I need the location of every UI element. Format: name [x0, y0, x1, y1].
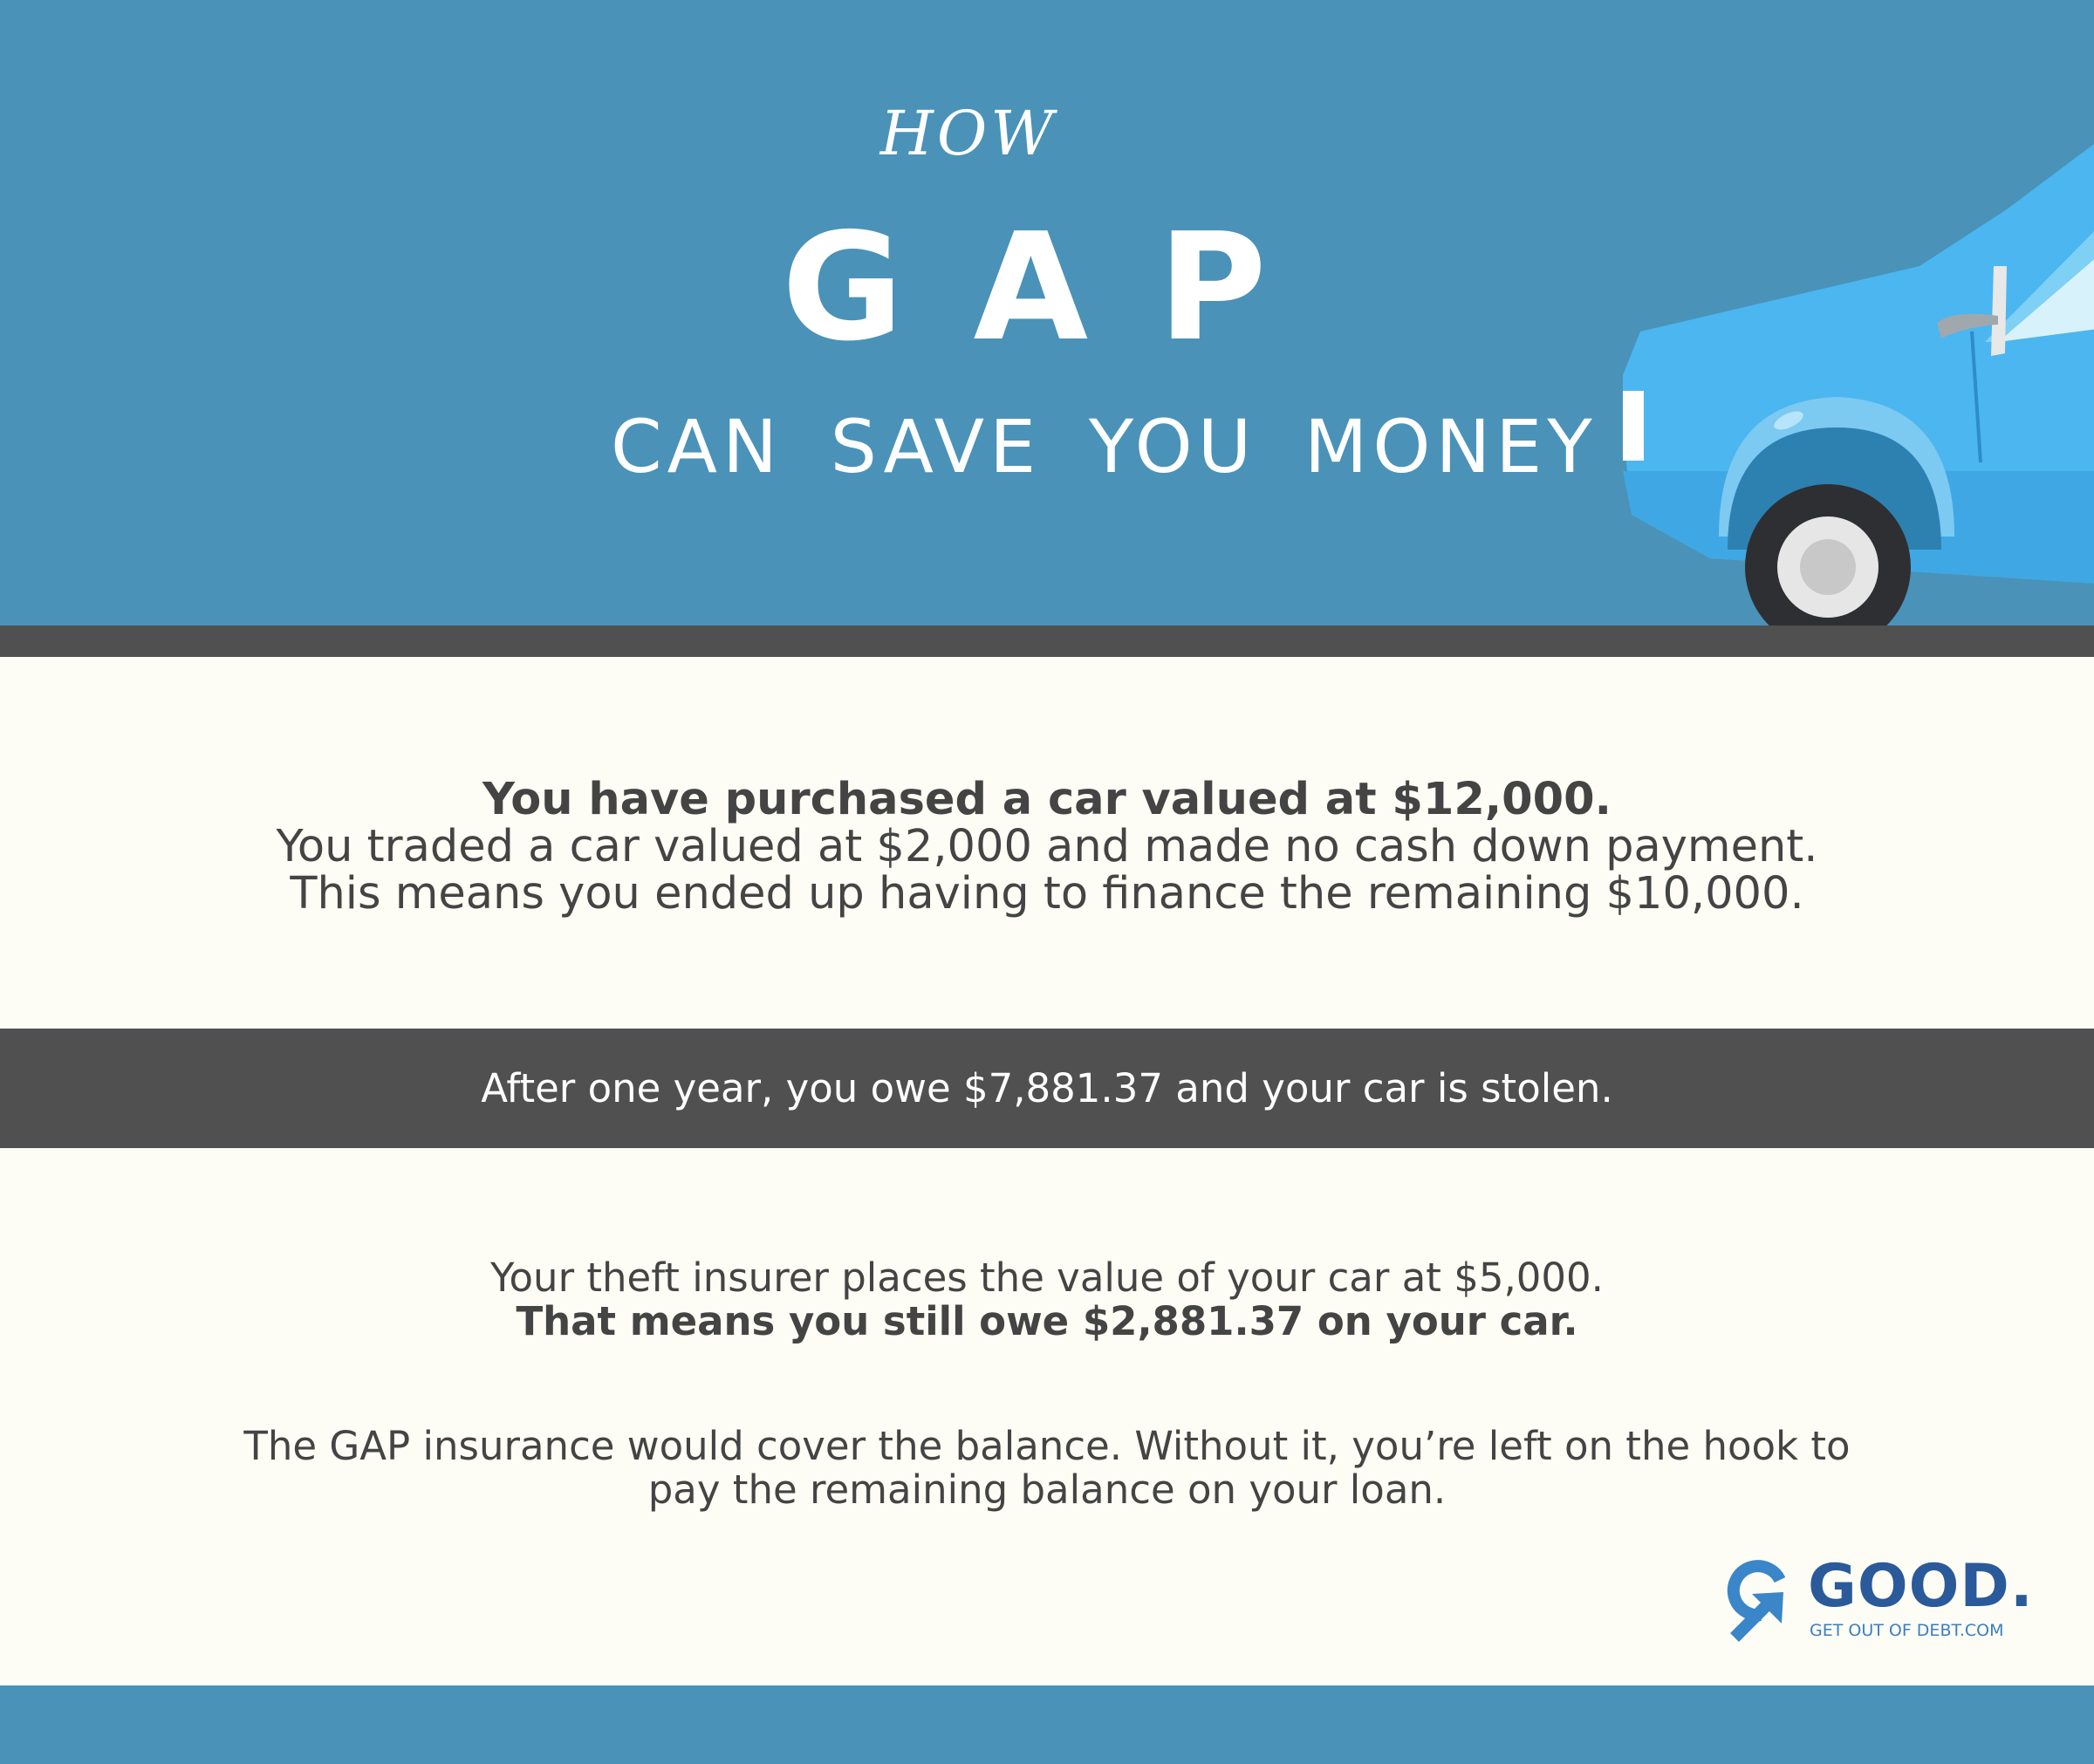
- insurer-value: Your theft insurer places the value of your car at $5,000.: [490, 1255, 1604, 1301]
- footer-bar: [0, 1685, 2094, 1764]
- insurer-owe: That means you still owe $2,881.37 on your car.: [516, 1298, 1578, 1344]
- good-wordmark: GOOD.: [1808, 1552, 2034, 1621]
- scenario-finance: This means you ended up having to finance the remaining $10,000.: [290, 868, 1804, 920]
- scenario-text: [0, 776, 2094, 918]
- hero-banner: [0, 0, 2094, 626]
- car-mirror: [1991, 266, 2007, 356]
- insurer-text: [0, 1256, 2094, 1344]
- good-logo[interactable]: [1726, 1552, 2040, 1644]
- hero-gap-title: GAP: [782, 202, 1337, 374]
- scenario-purchase: You have purchased a car valued at $12,000.: [482, 774, 1612, 825]
- car-hub-center: [1800, 539, 1856, 595]
- road-strip: [0, 626, 2094, 657]
- good-tagline: GET OUT OF DEBT.COM: [1810, 1621, 2004, 1640]
- car-headlight: [1623, 391, 1644, 461]
- conclusion-line-1: The GAP insurance would cover the balance. Without it, you’re left on the hook to: [243, 1423, 1851, 1469]
- stolen-band: [0, 1029, 2094, 1148]
- hero-subtitle: CAN SAVE YOU MONEY: [611, 404, 1598, 489]
- hero-how: HOW: [879, 98, 1057, 169]
- car-illustration: [1588, 113, 2094, 626]
- good-arrow-icon: [1726, 1557, 1796, 1644]
- conclusion-line-2: pay the remaining balance on your loan.: [647, 1467, 1447, 1513]
- stolen-band-text: After one year, you owe $7,881.37 and your car is stolen.: [481, 1065, 1613, 1111]
- conclusion-text: [0, 1425, 2094, 1512]
- scenario-trade: You traded a car valued at $2,000 and made no cash down payment.: [276, 821, 1818, 872]
